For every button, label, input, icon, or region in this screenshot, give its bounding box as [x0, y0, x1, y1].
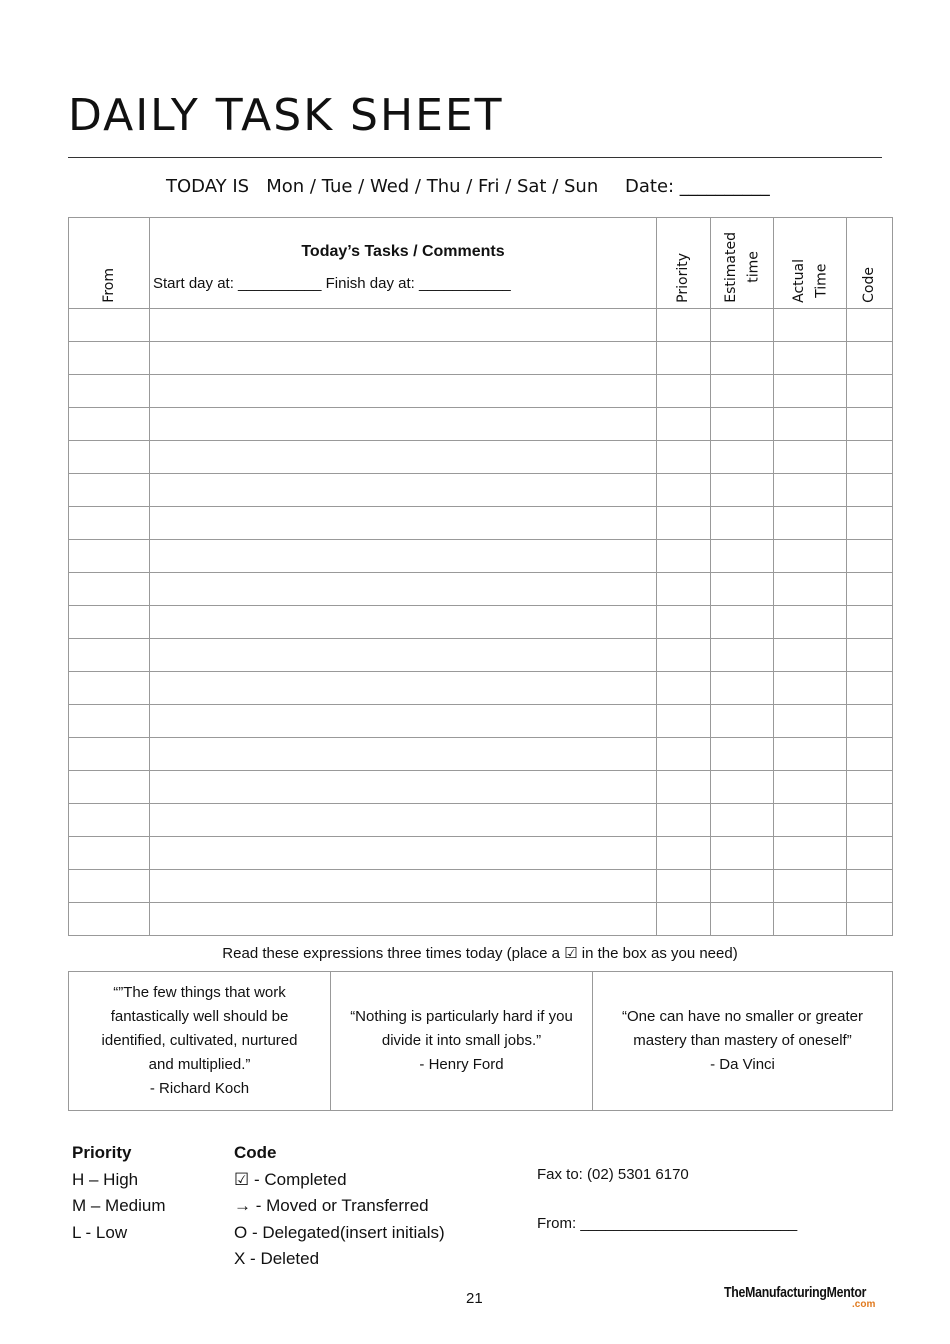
from-cell[interactable] [69, 771, 150, 804]
from-line: From: __________________________ [537, 1215, 798, 1232]
task-table-header [69, 218, 893, 309]
code-cell[interactable] [847, 738, 893, 771]
date-line: Date: __________ [625, 176, 770, 197]
priority-cell[interactable] [657, 606, 711, 639]
table-row [69, 903, 893, 936]
from-cell[interactable] [69, 639, 150, 672]
table-row [69, 870, 893, 903]
quotes-table [68, 971, 893, 1111]
col-estimated-label [720, 222, 765, 303]
table-row [69, 573, 893, 606]
priority-cell[interactable] [657, 507, 711, 540]
priority-item: H – High [72, 1169, 139, 1189]
task-cell[interactable] [150, 573, 657, 606]
from-cell[interactable] [69, 342, 150, 375]
actual-cell[interactable] [774, 870, 847, 903]
fax-line: Fax to: (02) 5301 6170 [537, 1166, 689, 1183]
from-cell[interactable] [69, 606, 150, 639]
tasks-title: Today’s Tasks / Comments [301, 243, 505, 260]
priority-cell[interactable] [657, 540, 711, 573]
start-finish-line: Start day at: __________ Finish day at: ___________ [153, 275, 511, 292]
task-table [68, 217, 893, 936]
code-cell[interactable] [847, 639, 893, 672]
from-cell[interactable] [69, 375, 150, 408]
estimated-cell[interactable] [711, 705, 774, 738]
estimated-cell[interactable] [711, 573, 774, 606]
table-row [69, 540, 893, 573]
priority-cell[interactable] [657, 771, 711, 804]
priority-cell[interactable] [657, 837, 711, 870]
task-cell[interactable] [150, 672, 657, 705]
table-row [69, 474, 893, 507]
title-divider [68, 157, 882, 158]
priority-item: M – Medium [72, 1196, 166, 1215]
from-cell[interactable] [69, 672, 150, 705]
code-cell[interactable] [847, 771, 893, 804]
actual-cell[interactable] [774, 903, 847, 936]
code-item: O - Delegated(insert initials) [234, 1222, 445, 1242]
col-estimated [711, 218, 774, 309]
code-cell[interactable] [847, 474, 893, 507]
task-cell[interactable] [150, 639, 657, 672]
actual-cell[interactable] [774, 771, 847, 804]
priority-cell[interactable] [657, 870, 711, 903]
quote-box-davinci[interactable] [593, 972, 893, 1111]
actual-cell[interactable] [774, 474, 847, 507]
priority-cell[interactable] [657, 705, 711, 738]
task-cell[interactable] [150, 804, 657, 837]
from-cell[interactable] [69, 705, 150, 738]
quote-line: mastery than mastery of oneself” [633, 1032, 852, 1049]
code-item: ☑ - Completed [234, 1169, 347, 1189]
from-cell[interactable] [69, 738, 150, 771]
actual-cell[interactable] [774, 408, 847, 441]
estimated-cell[interactable] [711, 672, 774, 705]
actual-cell[interactable] [774, 573, 847, 606]
actual-cell[interactable] [774, 375, 847, 408]
task-cell[interactable] [150, 837, 657, 870]
quote-line: “One can have no smaller or greater [622, 1008, 863, 1025]
priority-cell[interactable] [657, 573, 711, 606]
from-cell[interactable] [69, 804, 150, 837]
estimated-cell[interactable] [711, 870, 774, 903]
col-estimated-label-1: Estimated [722, 232, 739, 303]
col-actual-label-1: Actual [790, 259, 807, 303]
estimated-cell[interactable] [711, 309, 774, 342]
actual-cell[interactable] [774, 309, 847, 342]
code-cell[interactable] [847, 540, 893, 573]
quote-line: identified, cultivated, nurtured [101, 1032, 298, 1049]
from-cell[interactable] [69, 870, 150, 903]
actual-cell[interactable] [774, 540, 847, 573]
code-item: X - Deleted [234, 1249, 320, 1268]
task-cell[interactable] [150, 474, 657, 507]
actual-cell[interactable] [774, 672, 847, 705]
priority-cell[interactable] [657, 639, 711, 672]
priority-cell[interactable] [657, 738, 711, 771]
quote-box-ford[interactable] [331, 972, 593, 1111]
priority-cell[interactable] [657, 903, 711, 936]
task-cell[interactable] [150, 606, 657, 639]
code-cell[interactable] [847, 804, 893, 837]
quote-line: “”The few things that work [113, 984, 286, 1001]
col-actual [774, 218, 847, 309]
task-cell[interactable] [150, 738, 657, 771]
priority-cell[interactable] [657, 804, 711, 837]
estimated-cell[interactable] [711, 738, 774, 771]
brand-logo-suffix: .com [852, 1299, 876, 1310]
from-cell[interactable] [69, 573, 150, 606]
estimated-cell[interactable] [711, 903, 774, 936]
task-cell[interactable] [150, 342, 657, 375]
actual-cell[interactable] [774, 606, 847, 639]
page-number: 21 [466, 1290, 483, 1307]
actual-cell[interactable] [774, 639, 847, 672]
col-code [847, 218, 893, 309]
estimated-cell[interactable] [711, 837, 774, 870]
code-cell[interactable] [847, 408, 893, 441]
code-cell[interactable] [847, 672, 893, 705]
estimated-cell[interactable] [711, 441, 774, 474]
task-cell[interactable] [150, 870, 657, 903]
estimated-cell[interactable] [711, 375, 774, 408]
priority-cell[interactable] [657, 375, 711, 408]
table-row [69, 738, 893, 771]
table-row [69, 309, 893, 342]
code-item: → - Moved or Transferred [234, 1196, 429, 1215]
priority-item: L - Low [72, 1222, 128, 1242]
priority-cell[interactable] [657, 441, 711, 474]
today-line: TODAY IS Mon / Tue / Wed / Thu / Fri / Sat / Sun [166, 176, 599, 197]
quote-line: fantastically well should be [110, 1008, 289, 1025]
code-cell[interactable] [847, 309, 893, 342]
quote-line: - Henry Ford [419, 1056, 504, 1073]
estimated-cell[interactable] [711, 474, 774, 507]
quote-box-koch[interactable] [69, 972, 331, 1111]
table-row [69, 804, 893, 837]
estimated-cell[interactable] [711, 507, 774, 540]
quote-line: - Richard Koch [149, 1080, 250, 1097]
from-cell[interactable] [69, 408, 150, 441]
code-cell[interactable] [847, 573, 893, 606]
estimated-cell[interactable] [711, 342, 774, 375]
col-code-label: Code [861, 267, 878, 303]
code-cell[interactable] [847, 837, 893, 870]
code-cell[interactable] [847, 375, 893, 408]
col-priority-label: Priority [675, 253, 692, 303]
priority-legend [72, 1140, 166, 1246]
table-row [69, 705, 893, 738]
actual-cell[interactable] [774, 738, 847, 771]
from-cell[interactable] [69, 441, 150, 474]
col-from-label: From [100, 268, 117, 303]
col-from [69, 218, 150, 309]
from-cell[interactable] [69, 474, 150, 507]
col-priority [657, 218, 711, 309]
estimated-cell[interactable] [711, 540, 774, 573]
table-row [69, 837, 893, 870]
read-instruction: Read these expressions three times today (place a ☑ in the box as you need) [222, 945, 738, 962]
table-row [69, 342, 893, 375]
code-cell[interactable] [847, 441, 893, 474]
priority-cell[interactable] [657, 309, 711, 342]
table-row [69, 771, 893, 804]
estimated-cell[interactable] [711, 408, 774, 441]
task-cell[interactable] [150, 771, 657, 804]
col-actual-label-2: Time [813, 263, 829, 299]
priority-cell[interactable] [657, 342, 711, 375]
priority-legend-heading: Priority [72, 1143, 132, 1162]
actual-cell[interactable] [774, 441, 847, 474]
table-row [69, 639, 893, 672]
page-title: DAILY TASK SHEET [68, 90, 504, 141]
task-cell[interactable] [150, 540, 657, 573]
priority-cell[interactable] [657, 408, 711, 441]
from-cell[interactable] [69, 540, 150, 573]
from-cell[interactable] [69, 837, 150, 870]
actual-cell[interactable] [774, 804, 847, 837]
priority-cell[interactable] [657, 672, 711, 705]
code-cell[interactable] [847, 870, 893, 903]
actual-cell[interactable] [774, 837, 847, 870]
task-cell[interactable] [150, 705, 657, 738]
task-cell[interactable] [150, 375, 657, 408]
table-row [69, 441, 893, 474]
table-row [69, 507, 893, 540]
task-cell[interactable] [150, 903, 657, 936]
estimated-cell[interactable] [711, 639, 774, 672]
code-cell[interactable] [847, 606, 893, 639]
actual-cell[interactable] [774, 507, 847, 540]
col-tasks [150, 218, 657, 309]
quote-line: “Nothing is particularly hard if you [350, 1008, 573, 1025]
code-cell[interactable] [847, 705, 893, 738]
table-row [69, 672, 893, 705]
from-cell[interactable] [69, 309, 150, 342]
task-cell[interactable] [150, 408, 657, 441]
priority-cell[interactable] [657, 474, 711, 507]
from-cell[interactable] [69, 903, 150, 936]
table-row [69, 606, 893, 639]
quote-line: - Da Vinci [710, 1056, 775, 1073]
estimated-cell[interactable] [711, 771, 774, 804]
task-cell[interactable] [150, 507, 657, 540]
code-legend [234, 1140, 445, 1273]
brand-logo: TheManufacturingMentor [724, 1284, 867, 1301]
code-cell[interactable] [847, 342, 893, 375]
code-cell[interactable] [847, 507, 893, 540]
estimated-cell[interactable] [711, 804, 774, 837]
actual-cell[interactable] [774, 342, 847, 375]
code-legend-heading: Code [234, 1143, 277, 1162]
estimated-cell[interactable] [711, 606, 774, 639]
from-cell[interactable] [69, 507, 150, 540]
col-estimated-label-2: time [745, 251, 761, 284]
task-cell[interactable] [150, 441, 657, 474]
col-actual-label [788, 249, 833, 303]
code-cell[interactable] [847, 903, 893, 936]
table-row [69, 375, 893, 408]
table-row [69, 408, 893, 441]
quote-line: divide it into small jobs.” [381, 1032, 542, 1049]
actual-cell[interactable] [774, 705, 847, 738]
task-cell[interactable] [150, 309, 657, 342]
quote-line: and multiplied.” [148, 1056, 251, 1073]
